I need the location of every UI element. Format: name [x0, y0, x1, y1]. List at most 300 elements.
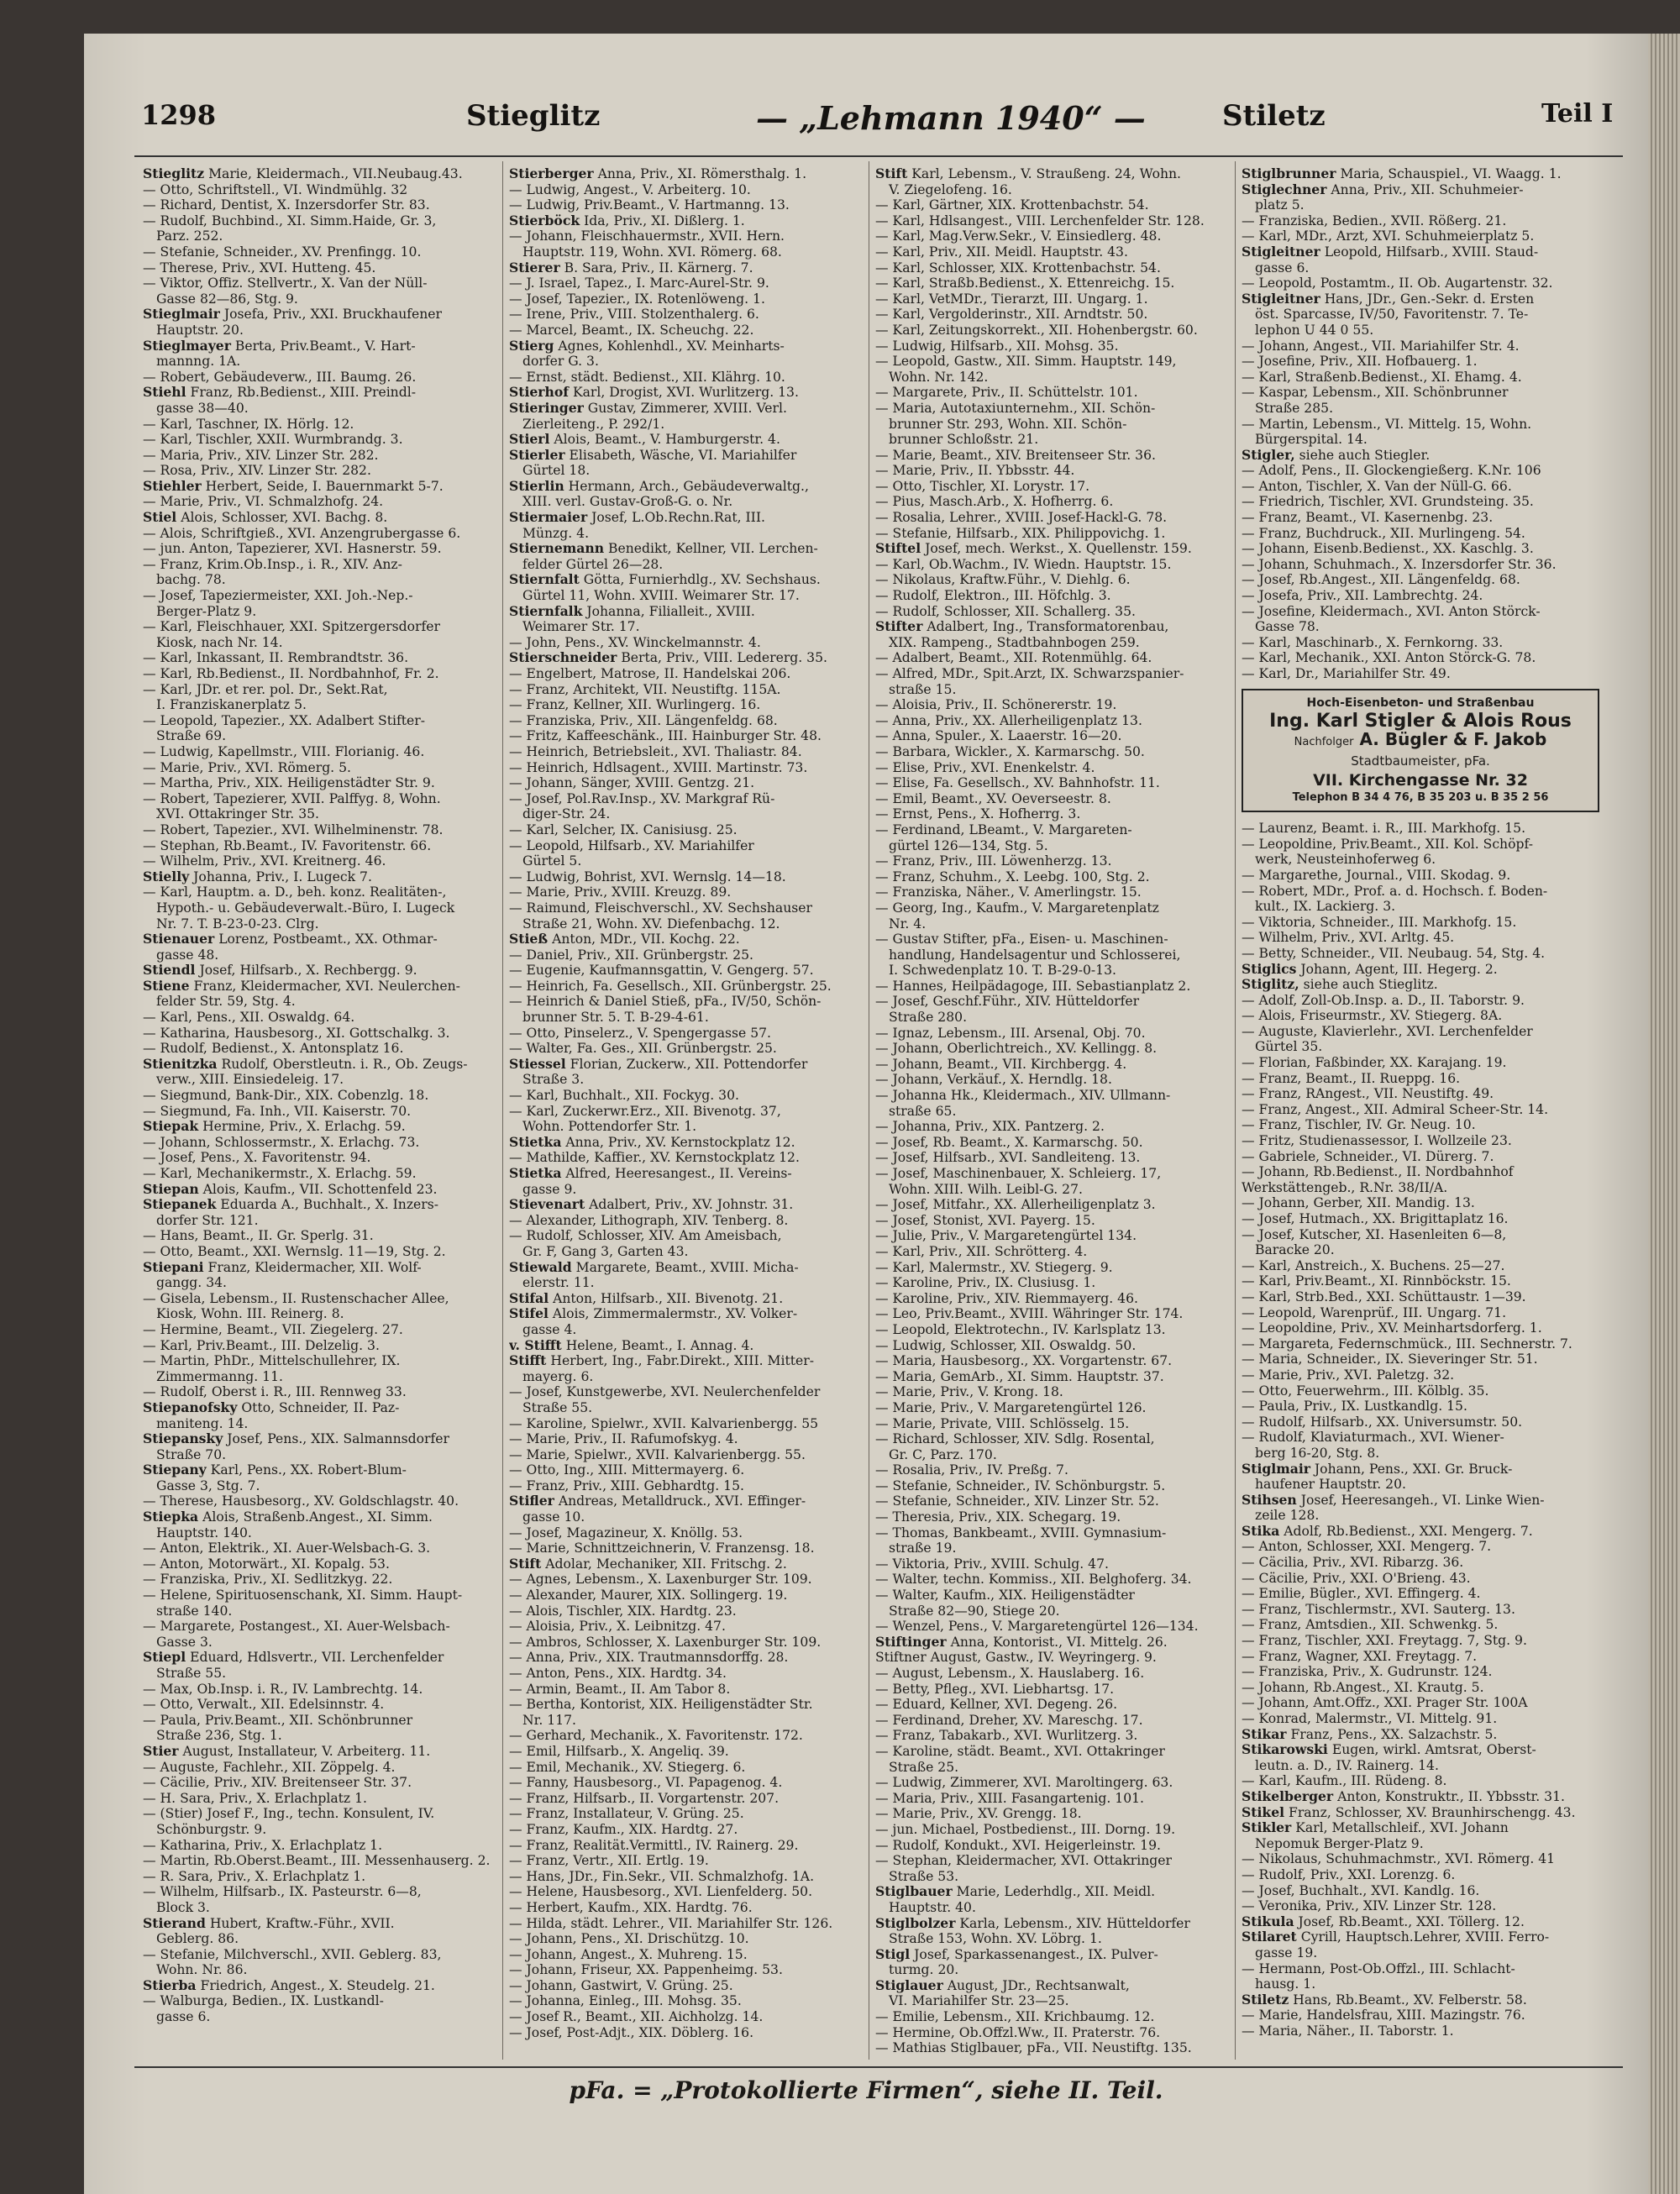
entry-text: Karl, Drogist, XVI. Wurlitzerg. 13.	[568, 385, 799, 401]
directory-entry: Werkstättengeb., R.Nr. 38/II/A.	[1242, 1179, 1448, 1195]
entry-text: B. Sara, Priv., II. Kärnerg. 7.	[559, 260, 753, 276]
directory-entry: — Karl, Maschinarb., X. Fernkorng. 33.	[1242, 634, 1504, 650]
directory-entry: — Agnes, Lebensm., X. Laxenburger Str. 109.	[509, 1572, 812, 1588]
ad-nachfolger: Nachfolger	[1294, 735, 1354, 748]
directory-entry: Gasse 78.	[1255, 619, 1320, 635]
directory-entry: — Hans, Beamt., II. Gr. Sperlg. 31.	[143, 1228, 374, 1244]
directory-entry: — jun. Anton, Tapezierer, XVI. Hasnerstr. 59.	[143, 541, 442, 557]
directory-entry: — Josef, Tapeziermeister, XXI. Joh.-Nep.-	[143, 588, 413, 604]
directory-entry: — Karl, Mechanik., XXI. Anton Störck-G. 78.	[1242, 650, 1536, 666]
directory-entry	[143, 1978, 506, 1994]
directory-entry: — Anton, Schlosser, XXI. Mengerg. 7.	[1242, 1539, 1492, 1555]
directory-entry: — Karoline, Priv., XIV. Riemmayerg. 46.	[875, 1290, 1138, 1306]
directory-entry: — Maria, Schneider., IX. Sieveringer Str. 51.	[1242, 1352, 1538, 1367]
entry-surname: Stierg	[509, 338, 554, 354]
directory-entry: — Marie, Priv., V. Krong. 18.	[875, 1384, 1063, 1400]
directory-entry: — Ernst, Pens., X. Hofherrg. 3.	[875, 806, 1081, 822]
directory-entry: — Johann, Gerber, XII. Mandig. 13.	[1242, 1195, 1475, 1211]
directory-entry: — Ludwig, Angest., V. Arbeiterg. 10.	[509, 181, 751, 197]
directory-entry: — Wilhelm, Priv., XVI. Arltg. 45.	[1242, 930, 1455, 946]
directory-entry	[875, 1978, 1238, 1994]
directory-entry: — Johann, Schlossermstr., X. Erlachg. 73.	[143, 1134, 420, 1150]
entry-surname: Stika	[1242, 1523, 1280, 1539]
directory-entry: Straße 3.	[522, 1072, 585, 1088]
directory-entry: — Johann, Angest., X. Muhreng. 15.	[509, 1946, 748, 1962]
directory-entry: — Karl, Hauptm. a. D., beh. konz. Realitäten-,	[143, 884, 447, 900]
entry-surname: Stiepak	[143, 1119, 199, 1135]
directory-entry	[1242, 1805, 1604, 1821]
directory-entry: — Anton, Pens., XIX. Hardtg. 34.	[509, 1666, 727, 1681]
directory-entry: — Franziska, Priv., XII. Längenfeldg. 68.	[509, 712, 778, 728]
entry-text: Andreas, Metalldruck., XVI. Effinger-	[554, 1493, 806, 1509]
directory-entry: — Rudolf, Klaviaturmach., XVI. Wiener-	[1242, 1430, 1504, 1446]
directory-entry: — Johann, Rb.Bedienst., II. Nordbahnhof	[1242, 1164, 1514, 1180]
directory-entry: — Marie, Priv., II. Rafumofskyg. 4.	[509, 1431, 738, 1447]
entry-text: Alois, Schlosser, XVI. Bachg. 8.	[176, 510, 388, 526]
directory-entry	[1242, 1742, 1604, 1758]
directory-entry: — Pius, Masch.Arb., X. Hofherrg. 6.	[875, 494, 1114, 510]
directory-entry: — Karl, Tischler, XXII. Wurmbrandg. 3.	[143, 432, 403, 448]
entry-text: Karl, Lebensm., V. Straußeng. 24, Wohn.	[907, 166, 1181, 181]
directory-entry: — Friedrich, Tischler, XVI. Grundsteing. 35.	[1242, 494, 1534, 510]
directory-entry: Kiosk, Wohn. III. Reinerg. 8.	[156, 1306, 344, 1322]
directory-entry: — Marie, Priv., V. Margaretengürtel 126.	[875, 1399, 1147, 1415]
directory-entry: — Franz, Priv., III. Löwenherzg. 13.	[875, 853, 1112, 869]
directory-entry: Straße 55.	[156, 1666, 227, 1681]
directory-entry	[143, 1260, 506, 1276]
directory-entry: — Franz, Realität.Vermittl., IV. Rainerg. 29.	[509, 1837, 799, 1853]
directory-entry: — Margarethe, Journal., VIII. Skodag. 9.	[1242, 867, 1511, 883]
directory-entry: — Hilda, städt. Lehrer., VII. Mariahilfer Str. 126.	[509, 1915, 833, 1931]
directory-entry: — Josefa, Priv., XII. Lambrechtg. 24.	[1242, 588, 1483, 604]
entry-surname: Stierer	[509, 260, 560, 276]
directory-entry: — Therese, Hausbesorg., XV. Goldschlagstr. 40.	[143, 1493, 459, 1509]
directory-entry	[143, 963, 506, 979]
directory-entry	[509, 432, 872, 448]
directory-entry: — Rosalia, Lehrer., XVIII. Josef-Hackl-G. 78.	[875, 510, 1168, 526]
entry-text: Elisabeth, Wäsche, VI. Mariahilfer	[564, 447, 797, 463]
directory-entry: turmg. 20.	[889, 1962, 959, 1978]
directory-entry: mannng. 1A.	[156, 354, 241, 370]
directory-entry: — Auguste, Klavierlehr., XVI. Lerchenfelder	[1242, 1023, 1533, 1039]
directory-entry: — Alois, Friseurmstr., XV. Stiegerg. 8A.	[1242, 1008, 1503, 1024]
entry-surname: v. Stifft	[509, 1337, 562, 1353]
entry-text: Anton, MDr., VII. Kochg. 22.	[548, 932, 740, 947]
entry-text: Friedrich, Angest., X. Steudelg. 21.	[196, 1977, 435, 1993]
header-title: — „Lehmann 1940“ —	[756, 99, 1146, 137]
directory-entry: — Alois, Tischler, XIX. Hardtg. 23.	[509, 1603, 737, 1619]
entry-text: Margarete, Beamt., XVIII. Micha-	[571, 1259, 799, 1275]
column-2	[509, 166, 872, 2056]
entry-surname: Stihsen	[1242, 1492, 1297, 1508]
directory-entry: — Karl, Buchhalt., XII. Fockyg. 30.	[509, 1088, 739, 1104]
directory-entry: — Alfred, MDr., Spit.Arzt, IX. Schwarzspanier-	[875, 666, 1184, 681]
entry-text: Anton, Konstruktr., II. Ybbsstr. 31.	[1333, 1788, 1565, 1804]
directory-entry: — Karl, Rb.Bedienst., II. Nordbahnhof, Fr. 2.	[143, 666, 439, 681]
directory-entry: felder Str. 59, Stg. 4.	[156, 994, 296, 1010]
directory-entry: — Adolf, Pens., II. Glockengießerg. K.Nr. 106	[1242, 463, 1541, 479]
entry-text: Lorenz, Postbeamt., XX. Othmar-	[214, 932, 438, 947]
directory-entry: — Rudolf, Elektron., III. Höfchlg. 3.	[875, 588, 1111, 604]
directory-entry: Gürtel 35.	[1255, 1039, 1323, 1055]
directory-entry: — Emilie, Bügler., XVI. Effingerg. 4.	[1242, 1586, 1481, 1602]
directory-entry: — Ernst, städt. Bedienst., XII. Klährg. 10.	[509, 369, 785, 385]
entry-surname: Stikar	[1242, 1726, 1287, 1742]
directory-entry: — Otto, Beamt., XXI. Wernslg. 11—19, Stg. 2.	[143, 1243, 446, 1259]
directory-entry: — Leopold, Postamtm., II. Ob. Augartenstr. 32.	[1242, 276, 1553, 291]
directory-entry	[143, 339, 506, 354]
entry-text: Herbert, Seide, I. Bauernmarkt 5-7.	[201, 478, 444, 494]
directory-entry	[143, 1182, 506, 1198]
directory-entry: — Franz, Kaufm., XIX. Hardtg. 27.	[509, 1821, 738, 1837]
directory-entry: — Franz, Installateur, V. Grüng. 25.	[509, 1806, 744, 1822]
directory-entry: — Aloisia, Priv., X. Leibnitzg. 47.	[509, 1619, 726, 1635]
entry-text: Anton, Hilfsarb., XII. Bivenotg. 21.	[549, 1290, 784, 1306]
entry-text: Karl, Pens., XX. Robert-Blum-	[206, 1462, 407, 1478]
directory-entry: — Margarete, Priv., II. Schüttelstr. 101.	[875, 385, 1138, 401]
entry-text: Franz, Kleidermacher, XII. Wolf-	[203, 1259, 422, 1275]
directory-entry: Schönburgstr. 9.	[156, 1821, 267, 1837]
directory-entry: — Leopold, Hilfsarb., XV. Mariahilfer	[509, 837, 754, 853]
entry-text: Adolf, Rb.Bedienst., XXI. Mengerg. 7.	[1279, 1523, 1533, 1539]
entry-text: Franz, Rb.Bedienst., XIII. Preindl-	[186, 385, 416, 401]
directory-entry: — Konrad, Malermstr., VI. Mittelg. 91.	[1242, 1711, 1498, 1726]
directory-entry: — Marcel, Beamt., IX. Scheuchg. 22.	[509, 322, 754, 338]
directory-entry: — Bertha, Kontorist, XIX. Heiligenstädter Str.	[509, 1697, 813, 1713]
entry-text: Hermann, Arch., Gebäudeverwaltg.,	[564, 478, 809, 494]
directory-entry: — Karl, Taschner, IX. Hörlg. 12.	[143, 416, 354, 432]
directory-entry	[143, 1197, 506, 1213]
directory-entry: — Karl, Kaufm., III. Rüdeng. 8.	[1242, 1773, 1447, 1789]
directory-entry	[143, 1509, 506, 1525]
entry-surname: Stikler	[1242, 1820, 1292, 1836]
directory-entry: — Franz, Buchdruck., XII. Murlingeng. 54.	[1242, 525, 1525, 541]
directory-entry: — Julie, Priv., V. Margaretengürtel 134.	[875, 1228, 1137, 1244]
directory-entry: Kiosk, nach Nr. 14.	[156, 634, 283, 650]
directory-entry: Wohn. Pottendorfer Str. 1.	[522, 1119, 697, 1135]
entry-text: Anna, Kontorist., VI. Mittelg. 26.	[946, 1634, 1168, 1650]
entry-text: Josef, Hilfsarb., X. Rechbergg. 9.	[195, 963, 417, 979]
directory-entry	[509, 260, 872, 276]
directory-entry: — Franz, Kellner, XII. Wurlingerg. 16.	[509, 697, 761, 713]
directory-entry: — Max, Ob.Insp. i. R., IV. Lambrechtg. 14.	[143, 1681, 423, 1697]
directory-entry: — Franz, Schuhm., X. Leebg. 100, Stg. 2.	[875, 869, 1150, 884]
directory-entry: — Rudolf, Priv., XXI. Lorenzg. 6.	[1242, 1866, 1456, 1882]
directory-entry: — Karl, Malermstr., XV. Stiegerg. 9.	[875, 1259, 1113, 1275]
directory-entry: — Marie, Priv., II. Ybbsstr. 44.	[875, 463, 1075, 479]
entry-text: Franz, Schlosser, XV. Braunhirschengg. 43.	[1284, 1804, 1576, 1820]
directory-entry: — Johann, Angest., VII. Mariahilfer Str. 4.	[1242, 338, 1520, 354]
directory-entry	[1242, 1524, 1604, 1540]
directory-entry	[509, 1338, 872, 1354]
entry-text: Anna, Priv., XII. Schuhmeier-	[1326, 181, 1524, 197]
entry-surname: Stierlin	[509, 478, 564, 494]
directory-entry: Straße 280.	[889, 1010, 968, 1026]
entry-surname: Stiglmair	[1242, 1461, 1310, 1477]
directory-entry: Parz. 252.	[156, 228, 223, 244]
directory-entry: — Walburga, Bedien., IX. Lustkandl-	[143, 1993, 384, 2009]
entry-text: Florian, Zuckerw., XII. Pottendorfer	[565, 1056, 808, 1072]
entry-surname: Stiernemann	[509, 541, 605, 557]
directory-entry: — Karl, Priv.Beamt., III. Delzelig. 3.	[143, 1337, 380, 1353]
entry-surname: Stierand	[143, 1915, 206, 1931]
entry-text: Agnes, Kohlenhdl., XV. Meinharts-	[554, 338, 785, 354]
ad-company: Ing. Karl Stigler & Alois Rous	[1269, 711, 1572, 732]
entry-text: Karl, Metallschleif., XVI. Johann	[1291, 1820, 1509, 1836]
directory-entry: XIII. verl. Gustav-Groß-G. o. Nr.	[522, 494, 733, 510]
entry-text: Alois, Beamt., V. Hamburgerstr. 4.	[549, 432, 780, 448]
directory-entry: — Walter, Kaufm., XIX. Heiligenstädter	[875, 1588, 1135, 1604]
entry-text: Johanna, Filialleit., XVIII.	[582, 603, 755, 619]
directory-entry: — Anton, Motorwärt., XI. Kopalg. 53.	[143, 1556, 390, 1572]
directory-entry	[143, 869, 506, 885]
directory-entry: — Josefine, Priv., XII. Hofbauerg. 1.	[1242, 354, 1478, 370]
directory-entry: gasse 6.	[1255, 260, 1310, 276]
directory-entry: — Veronika, Priv., XIV. Linzer Str. 128.	[1242, 1898, 1497, 1914]
directory-entry: — Florian, Faßbinder, XX. Karajang. 19.	[1242, 1055, 1507, 1071]
directory-entry: — Karl, Priv.Beamt., XI. Rinnböckstr. 15.	[1242, 1273, 1511, 1289]
directory-entry: — Eugenie, Kaufmannsgattin, V. Gengerg. 57.	[509, 963, 814, 979]
directory-entry: — Gisela, Lebensm., II. Rustenschacher Allee,	[143, 1290, 449, 1306]
directory-entry: — Karl, Hdlsangest., VIII. Lerchenfelder Str. 128.	[875, 213, 1205, 228]
directory-entry: — Wilhelm, Hilfsarb., IX. Pasteurstr. 6—8,	[143, 1884, 422, 1900]
entry-surname: Stieringer	[509, 400, 584, 416]
ad-successors	[1247, 728, 1594, 751]
directory-entry: XIX. Rampeng., Stadtbahnbogen 259.	[889, 634, 1140, 650]
directory-entry: Nr. 7. T. B-23-0-23. Clrg.	[156, 916, 319, 932]
directory-entry: — Walter, Fa. Ges., XII. Grünbergstr. 25.	[509, 1041, 777, 1057]
directory-entry	[1242, 1820, 1604, 1836]
directory-entry	[875, 1947, 1238, 1963]
directory-entry	[1242, 1992, 1604, 2008]
entry-text: Benedikt, Kellner, VII. Lerchen-	[604, 541, 818, 557]
entry-text: Adolar, Mechaniker, XII. Fritschg. 2.	[541, 1556, 787, 1572]
directory-entry	[1242, 448, 1604, 464]
directory-entry: — Ignaz, Lebensm., III. Arsenal, Obj. 70.	[875, 1025, 1146, 1041]
entry-text: Hans, Rb.Beamt., XV. Felberstr. 58.	[1289, 1992, 1527, 2008]
directory-entry: XVI. Ottakringer Str. 35.	[156, 806, 320, 822]
directory-entry	[509, 1166, 872, 1182]
directory-entry: bachg. 78.	[156, 572, 226, 588]
entry-text: Franz, Pens., XX. Salzachstr. 5.	[1286, 1726, 1498, 1742]
header-first-entry: Stieglitz	[466, 99, 601, 133]
directory-entry: — Stefanie, Schneider., XIV. Linzer Str. 52.	[875, 1493, 1159, 1509]
entry-text: Götta, Furnierhdlg., XV. Sechshaus.	[579, 572, 821, 588]
directory-entry: — Aloisia, Priv., II. Schönererstr. 19.	[875, 697, 1117, 713]
entry-text: Marie, Lederhdlg., XII. Meidl.	[952, 1884, 1156, 1900]
entry-surname: Stiel	[143, 510, 177, 526]
entry-text: Hermine, Priv., X. Erlachg. 59.	[198, 1119, 406, 1135]
directory-entry: — Nikolaus, Kraftw.Führ., V. Diehlg. 6.	[875, 572, 1131, 588]
entry-text: Anna, Priv., XI. Römersthalg. 1.	[593, 166, 807, 181]
entry-surname: Stifel	[509, 1306, 549, 1322]
entry-text: Alois, Zimmermalermstr., XV. Volker-	[548, 1306, 798, 1322]
entry-text: Josefa, Priv., XXI. Bruckhaufener	[219, 307, 442, 323]
directory-entry: — Heinrich, Betriebsleit., XVI. Thaliastr. 84.	[509, 743, 802, 759]
directory-entry: brunner Str. 5. T. B-29-4-61.	[522, 1010, 709, 1026]
directory-entry: — Johann, Amt.Offz., XXI. Prager Str. 100A	[1242, 1695, 1528, 1711]
entry-surname: Stifal	[509, 1290, 549, 1306]
entry-surname: Stigleitner	[1242, 291, 1320, 307]
directory-entry: — Rudolf, Oberst i. R., III. Rennweg 33.	[143, 1384, 407, 1400]
entry-text: Johann, Agent, III. Hegerg. 2.	[1296, 961, 1498, 977]
directory-entry: gasse 4.	[522, 1321, 577, 1337]
directory-entry	[875, 1884, 1238, 1900]
entry-surname: Stilaret	[1242, 1929, 1297, 1945]
entry-text: Eduard, Hdlsvertr., VII. Lerchenfelder	[186, 1650, 444, 1666]
directory-entry: Nr. 117.	[522, 1712, 577, 1728]
directory-entry: — Rosa, Priv., XIV. Linzer Str. 282.	[143, 463, 371, 479]
directory-entry: — John, Pens., XV. Winckelmannstr. 4.	[509, 634, 761, 650]
directory-entry: Zierleiteng., P. 292/1.	[522, 416, 665, 432]
directory-entry: — Franz, Krim.Ob.Insp., i. R., XIV. Anz-	[143, 556, 402, 572]
directory-entry	[143, 1119, 506, 1135]
directory-entry: — Leopold, Gastw., XII. Simm. Hauptstr. 149,	[875, 354, 1177, 370]
directory-entry: straße 15.	[889, 681, 957, 697]
directory-entry: — Cäcilie, Priv., XXI. O'Brieng. 43.	[1242, 1570, 1471, 1586]
directory-entry: — Irene, Priv., VIII. Stolzenthalerg. 6.	[509, 307, 759, 323]
directory-entry: — Franz, Vertr., XII. Ertlg. 19.	[509, 1853, 709, 1869]
directory-entry: — H. Sara, Priv., X. Erlachplatz 1.	[143, 1790, 367, 1806]
entry-surname: Stiepani	[143, 1259, 204, 1275]
entry-surname: Stifft	[509, 1353, 547, 1369]
directory-entry: — Johann, Beamt., VII. Kirchbergg. 4.	[875, 1056, 1127, 1072]
directory-entry: — Johann, Sänger, XVIII. Gentzg. 21.	[509, 775, 755, 791]
directory-entry: — Robert, Tapezier., XVI. Wilhelminenstr. 78.	[143, 821, 444, 837]
entry-surname: Stifter	[875, 619, 923, 635]
entry-surname: Stiene	[143, 978, 190, 994]
entry-surname: Stiehler	[143, 478, 202, 494]
directory-entry: VI. Mariahilfer Str. 23—25.	[889, 1993, 1069, 2009]
directory-entry: — Stefanie, Milchverschl., XVII. Geblerg. 83,	[143, 1946, 442, 1962]
directory-entry: — Johanna Hk., Kleidermach., XIV. Ullmann-	[875, 1088, 1171, 1104]
directory-entry: — Elise, Fa. Gesellsch., XV. Bahnhofstr. 11.	[875, 775, 1160, 791]
directory-entry: Wohn. XIII. Wilh. Leibl-G. 27.	[889, 1181, 1083, 1197]
directory-entry: — Hannes, Heilpädagoge, III. Sebastianplatz 2.	[875, 978, 1191, 994]
directory-entry: — Wilhelm, Priv., XVI. Kreitnerg. 46.	[143, 853, 386, 869]
directory-entry: gasse 9.	[522, 1181, 577, 1197]
directory-entry: — Fanny, Hausbesorg., VI. Papagenog. 4.	[509, 1775, 783, 1791]
directory-entry: — Fritz, Studienassessor, I. Wollzeile 23.	[1242, 1133, 1512, 1149]
entry-text: Adalbert, Priv., XV. Johnstr. 31.	[585, 1197, 794, 1213]
directory-entry	[509, 401, 872, 417]
directory-entry: — Katharina, Hausbesorg., XI. Gottschalkg. 3.	[143, 1025, 450, 1041]
directory-entry: — Marie, Private, VIII. Schlösselg. 15.	[875, 1415, 1130, 1431]
directory-entry: Block 3.	[156, 1899, 210, 1915]
directory-entry: — Hermine, Beamt., VII. Ziegelerg. 27.	[143, 1321, 403, 1337]
directory-entry: — Josef, Geschf.Führ., XIV. Hütteldorfer	[875, 994, 1140, 1010]
directory-entry: — Hermann, Post-Ob.Offzl., III. Schlacht-	[1242, 1960, 1515, 1976]
entry-text: Otto, Schneider, II. Paz-	[237, 1399, 400, 1415]
entry-text: Eugen, wirkl. Amtsrat, Oberst-	[1327, 1742, 1536, 1758]
entry-surname: Stikarowski	[1242, 1742, 1328, 1758]
directory-entry: Straße 82—90, Stiege 20.	[889, 1603, 1060, 1619]
directory-entry: — Johann, Verkäuf., X. Herndlg. 18.	[875, 1072, 1112, 1088]
directory-entry: — Johanna, Priv., XIX. Pantzerg. 2.	[875, 1119, 1105, 1135]
directory-entry: — Katharina, Priv., X. Erlachplatz 1.	[143, 1837, 383, 1853]
entry-surname: Stierba	[143, 1977, 197, 1993]
entry-text: Ida, Priv., XI. Dißlerg. 1.	[580, 213, 745, 228]
entry-text: Herbert, Ing., Fabr.Direkt., XIII. Mitter-	[546, 1353, 814, 1369]
directory-entry: V. Ziegelofeng. 16.	[889, 181, 1012, 197]
directory-entry: — Otto, Pinselerz., V. Spengergasse 57.	[509, 1025, 771, 1041]
directory-entry: — J. Israel, Tapez., I. Marc-Aurel-Str. 9.	[509, 276, 769, 291]
entry-text: Anna, Priv., XV. Kernstockplatz 12.	[561, 1134, 795, 1150]
entry-surname: Stiglauer	[875, 1977, 943, 1993]
entry-text: Johann, Pens., XXI. Gr. Bruck-	[1310, 1461, 1513, 1477]
directory-entry: — Leopold, Elektrotechn., IV. Karlsplatz 13.	[875, 1321, 1166, 1337]
directory-entry: — Johanna, Einleg., III. Mohsg. 35.	[509, 1993, 742, 2009]
page-number: 1298	[141, 99, 217, 131]
directory-entry: — Ludwig, Bohrist, XVI. Wernslg. 14—18.	[509, 869, 786, 884]
directory-entry: — Josef, Kutscher, XI. Hasenleiten 6—8,	[1242, 1226, 1507, 1242]
directory-entry	[509, 1291, 872, 1307]
ad-line: Stadtbaumeister, pFa.	[1351, 753, 1490, 769]
directory-entry: — Karl, Mechanikermstr., X. Erlachg. 59.	[143, 1166, 417, 1181]
directory-entry: Straße 55.	[522, 1399, 593, 1415]
directory-entry	[1242, 1727, 1604, 1743]
directory-entry: — Betty, Pfleg., XVI. Liebhartsg. 17.	[875, 1681, 1115, 1697]
directory-entry: — Laurenz, Beamt. i. R., III. Markhofg. 15.	[1242, 821, 1526, 837]
directory-entry: Gasse 3.	[156, 1634, 213, 1650]
directory-entry: I. Franziskanerplatz 5.	[156, 697, 307, 713]
entry-surname: Stiglbrunner	[1242, 166, 1336, 181]
entry-text: Hubert, Kraftw.-Führ., XVII.	[205, 1915, 395, 1931]
directory-entry: mayerg. 6.	[522, 1368, 594, 1384]
directory-entry	[509, 1197, 872, 1213]
entry-surname: Stierhof	[509, 385, 569, 401]
directory-entry: — Therese, Priv., XVI. Hutteng. 45.	[143, 260, 376, 276]
directory-entry: — Rudolf, Hilfsarb., XX. Universumstr. 50.	[1242, 1414, 1523, 1430]
directory-entry: — Rudolf, Buchbind., XI. Simm.Haide, Gr. 3,	[143, 213, 437, 228]
directory-entry: — Martin, PhDr., Mittelschullehrer, IX.	[143, 1353, 401, 1369]
directory-entry: — Georg, Ing., Kaufm., V. Margaretenplatz	[875, 900, 1159, 916]
directory-entry: — Karl, Dr., Mariahilfer Str. 49.	[1242, 666, 1451, 681]
directory-entry	[143, 1916, 506, 1932]
directory-entry: handlung, Handelsagentur und Schlosserei,	[889, 947, 1181, 963]
directory-entry: gasse 38—40.	[156, 400, 249, 416]
directory-entry: — Maria, GemArb., XI. Simm. Hauptstr. 37.	[875, 1368, 1164, 1384]
entry-surname: Stietka	[509, 1134, 562, 1150]
directory-entry: gasse 19.	[1255, 1945, 1318, 1960]
entry-surname: Stikel	[1242, 1804, 1285, 1820]
directory-entry: — Josef, Rb.Angest., XII. Längenfeldg. 68.	[1242, 572, 1520, 588]
directory-entry	[143, 479, 506, 495]
directory-entry: Straße 70.	[156, 1446, 227, 1462]
ad-line: Hoch-Eisenbeton- und Straßenbau	[1306, 695, 1535, 710]
directory-entry: diger-Str. 24.	[522, 806, 611, 822]
directory-entry: — Karl, Vergolderinstr., XII. Arndtstr. 50.	[875, 307, 1148, 323]
directory-entry	[509, 213, 872, 229]
directory-entry: — Alois, Schriftgieß., XVI. Anzengrubergasse 6.	[143, 525, 461, 541]
entry-surname: Stierl	[509, 432, 550, 448]
directory-entry: gasse 48.	[156, 947, 219, 963]
directory-entry: — Josef, Hilfsarb., XVI. Sandleiteng. 13.	[875, 1150, 1141, 1166]
directory-entry: — Franz, RAngest., VII. Neustiftg. 49.	[1242, 1086, 1494, 1102]
directory-entry: — Johann, Gastwirt, V. Grüng. 25.	[509, 1977, 733, 1993]
entry-surname: Stigleitner	[1242, 244, 1320, 260]
directory-entry	[1242, 166, 1604, 182]
directory-entry: — Engelbert, Matrose, II. Handelskai 206.	[509, 666, 791, 681]
column-4	[1242, 166, 1604, 2056]
directory-entry: — Karoline, Priv., IX. Clusiusg. 1.	[875, 1275, 1096, 1291]
directory-entry: Gr. F, Gang 3, Garten 43.	[522, 1243, 689, 1259]
entry-surname: Stiepka	[143, 1509, 199, 1525]
directory-page	[84, 34, 1648, 2194]
directory-entry: — Franziska, Priv., XI. Sedlitzkyg. 22.	[143, 1572, 393, 1588]
entry-surname: Stierböck	[509, 213, 580, 228]
entry-surname: Stierler	[509, 447, 565, 463]
